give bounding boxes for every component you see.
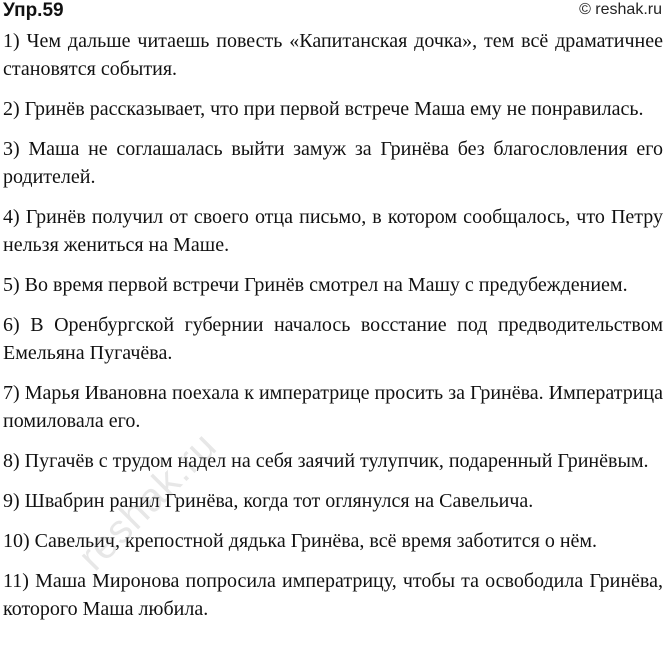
sentence-item: 2) Гринёв рассказывает, что при первой встрече Маша ему не понравилась.	[3, 98, 644, 120]
sentence-item: 4) Гринёв получил от своего отца письмо, в котором сообщалось, что Петру нельзя жениться на Маше.	[3, 206, 663, 256]
sentence-item: 10) Савельич, крепостной дядька Гринёва, всё время заботится о нём.	[3, 530, 598, 552]
sentence-item: 8) Пугачёв с трудом надел на себя заячий тулупчик, подаренный Гринёвым.	[3, 450, 649, 472]
sentence-item: 11) Маша Миронова попросила императрицу, чтобы та освободила Гринёва, которого Маша любила.	[3, 570, 663, 620]
exercise-title: Упр.59	[3, 0, 64, 21]
sentence-item: 5) Во время первой встречи Гринёв смотрел на Машу с предубеждением.	[3, 274, 628, 296]
sentence-item: 9) Швабрин ранил Гринёва, когда тот оглянулся на Савельича.	[3, 490, 534, 512]
watermark: reshak.ru	[70, 423, 226, 580]
sentence-item: 3) Маша не соглашалась выйти замуж за Гринёва без благословления его родителей.	[3, 138, 663, 188]
sentence-list	[3, 27, 663, 635]
sentence-item: 1) Чем дальше читаешь повесть «Капитанская дочка», тем всё драматичнее становятся события.	[3, 30, 663, 80]
source-label: © reshak.ru	[579, 1, 662, 18]
sentence-item: 6) В Оренбургской губернии началось восстание под предводительством Емельяна Пугачёва.	[3, 314, 663, 364]
sentence-item: 7) Марья Ивановна поехала к императрице просить за Гринёва. Императрица помиловала его.	[3, 382, 663, 432]
